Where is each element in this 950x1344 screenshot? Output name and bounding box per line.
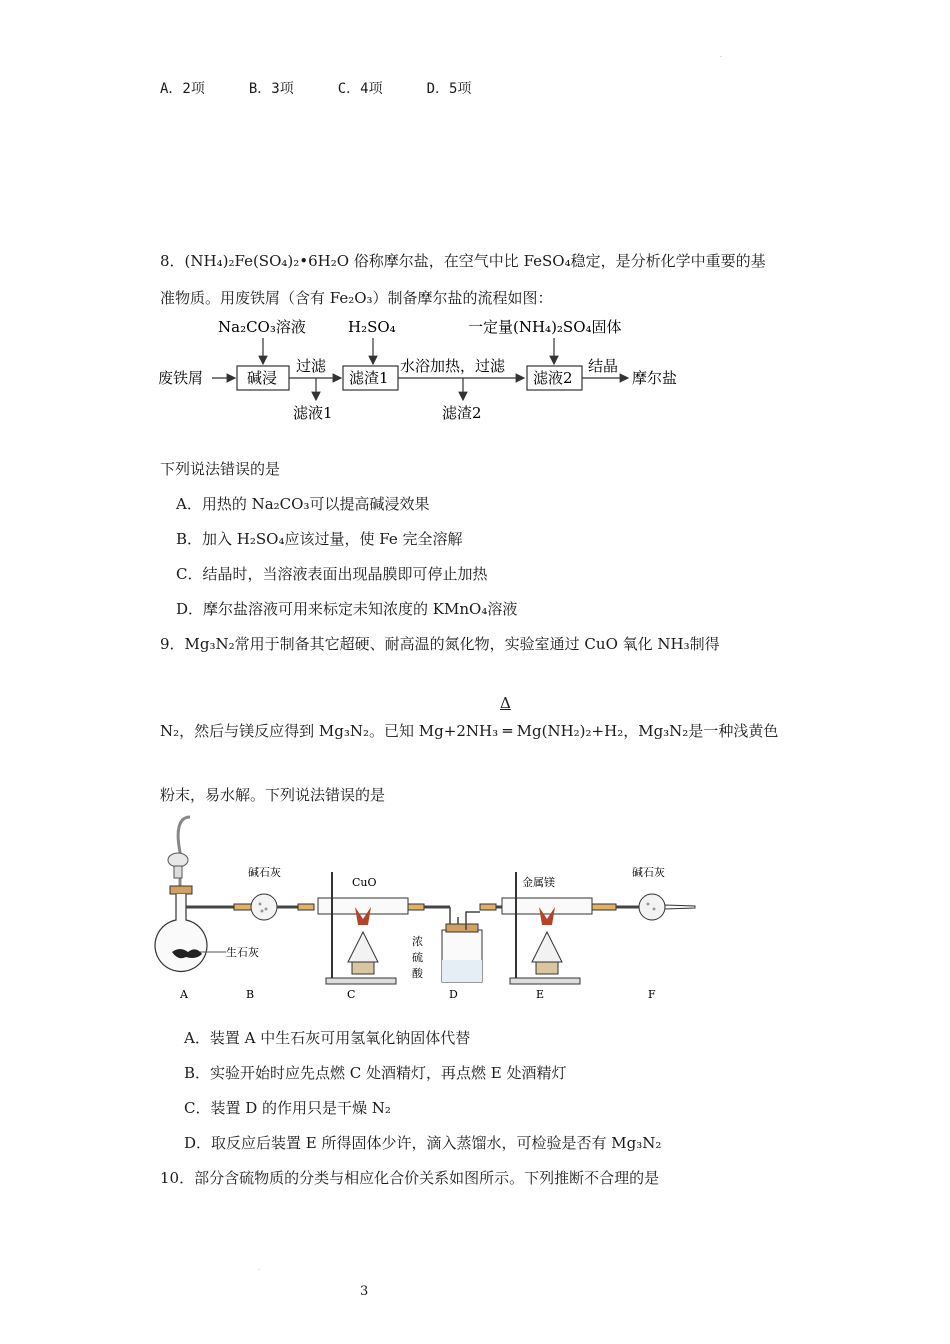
- flow-step3: 结晶: [588, 357, 619, 375]
- q9-heat-symbol: Δ: [500, 694, 511, 712]
- q8-flow-diagram: [150, 312, 710, 432]
- q9-option-b: B．实验开始时应先点燃 C 处酒精灯，再点燃 E 处酒精灯: [184, 1064, 567, 1082]
- q8-question: 下列说法错误的是: [160, 460, 281, 478]
- label-quicklime: 生石灰: [226, 946, 259, 959]
- label-mg: 金属镁: [522, 876, 555, 889]
- label-soda-lime-f: 碱石灰: [632, 866, 665, 879]
- q8-stem-line1: 8．(NH₄)₂Fe(SO₄)₂•6H₂O 俗称摩尔盐，在空气中比 FeSO₄稳定，是分析化学中重要的基: [160, 252, 766, 270]
- flow-step1: 过滤: [296, 357, 327, 375]
- flow-reagent3: 一定量(NH₄)₂SO₄固体: [468, 318, 622, 336]
- q9-stem-line2: N₂，然后与镁反应得到 Mg₃N₂。已知 Mg+2NH₃ ═ Mg(NH₂)₂+H₂，Mg₃N₂是一种浅黄色: [160, 722, 779, 740]
- flow-start: 废铁屑: [158, 369, 204, 387]
- q8-option-b: B．加入 H₂SO₄应该过量，使 Fe 完全溶解: [176, 530, 463, 548]
- letter-c: C: [347, 988, 356, 1001]
- q7-option-a: A．2项: [160, 81, 205, 97]
- apparatus-c: [318, 872, 424, 984]
- flow-out2: 滤渣2: [442, 404, 482, 422]
- apparatus-b: [234, 865, 314, 920]
- letter-e: E: [536, 988, 545, 1001]
- q9-stem-line3: 粉末，易水解。下列说法错误的是: [160, 786, 386, 804]
- apparatus-f: [616, 865, 695, 920]
- flow-product: 摩尔盐: [632, 369, 678, 387]
- flow-out1: 滤液1: [293, 404, 333, 422]
- q9-stem-line1: 9．Mg₃N₂常用于制备其它超硬、耐高温的氮化物，实验室通过 CuO 氧化 NH₃制得: [160, 635, 720, 653]
- label-acid-1: 浓: [412, 935, 423, 948]
- flow-box3-label: 滤液2: [533, 369, 573, 387]
- q9-option-d: D．取反应后装置 E 所得固体少许，滴入蒸馏水，可检验是否有 Mg₃N₂: [184, 1134, 662, 1152]
- flow-step2: 水浴加热，过滤: [400, 357, 506, 375]
- page-number: 3: [360, 1284, 369, 1299]
- letter-d: D: [449, 988, 458, 1001]
- apparatus-e: [496, 872, 616, 984]
- footer-dot: .: [258, 1265, 260, 1272]
- q7-option-c: C．4项: [337, 81, 383, 97]
- q7-option-b: B．3项: [248, 81, 294, 97]
- letter-f: F: [648, 988, 656, 1001]
- apparatus-a: [155, 817, 259, 972]
- q10-stem: 10．部分含硫物质的分类与相应化合价关系如图所示。下列推断不合理的是: [160, 1169, 660, 1187]
- q9-option-c: C．装置 D 的作用只是干燥 N₂: [184, 1099, 391, 1117]
- q7-options: [160, 78, 515, 98]
- flow-reagent1: Na₂CO₃溶液: [218, 318, 306, 336]
- label-acid-2: 硫: [412, 951, 423, 964]
- letter-b: B: [246, 988, 255, 1001]
- q9-apparatus-diagram: [150, 812, 710, 1004]
- header-dot: .: [720, 52, 722, 59]
- apparatus-d: [412, 904, 496, 982]
- letter-a: A: [180, 988, 188, 1001]
- flow-reagent2: H₂SO₄: [348, 318, 396, 336]
- flow-box1-label: 碱浸: [247, 369, 278, 387]
- q8-option-c: C．结晶时，当溶液表面出现晶膜即可停止加热: [176, 565, 488, 583]
- q7-option-d: D．5项: [426, 81, 472, 97]
- flow-box2-label: 滤渣1: [349, 369, 389, 387]
- label-soda-lime-b: 碱石灰: [248, 866, 281, 879]
- q9-option-a: A．装置 A 中生石灰可用氢氧化钠固体代替: [184, 1029, 471, 1047]
- label-acid-3: 酸: [412, 967, 423, 980]
- q8-stem-line2: 准物质。用废铁屑（含有 Fe₂O₃）制备摩尔盐的流程如图：: [160, 289, 553, 307]
- q8-option-a: A．用热的 Na₂CO₃可以提高碱浸效果: [176, 495, 430, 513]
- q8-option-d: D．摩尔盐溶液可用来标定未知浓度的 KMnO₄溶液: [176, 600, 518, 618]
- label-cuo: CuO: [352, 876, 377, 889]
